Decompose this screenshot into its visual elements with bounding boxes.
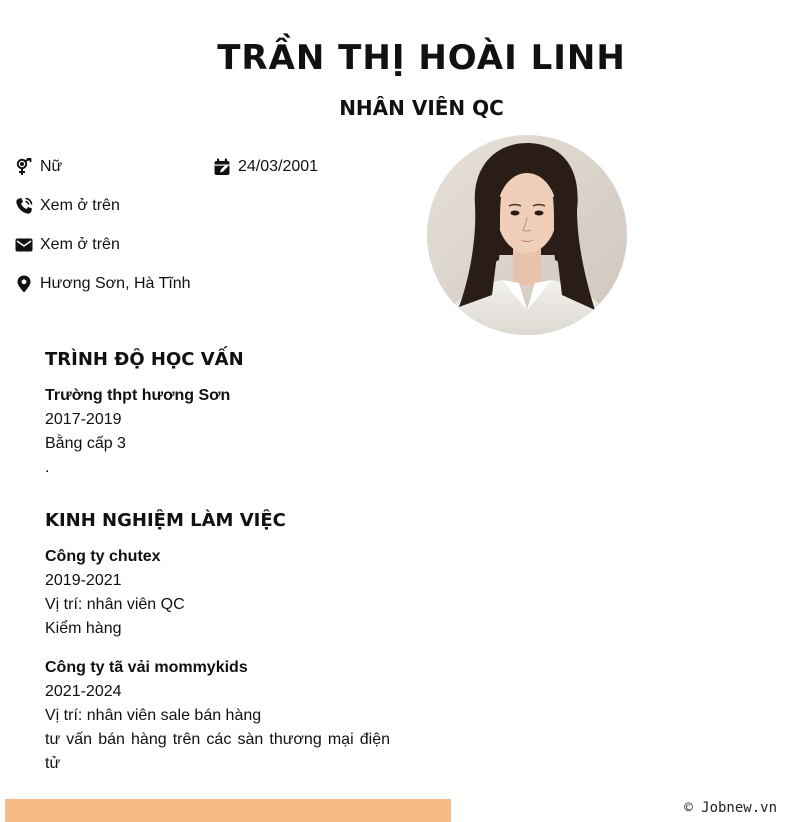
phone-icon	[15, 197, 33, 215]
experience-period: 2019-2021	[45, 572, 122, 589]
education-section	[45, 349, 390, 495]
experience-entry	[45, 545, 390, 641]
birthdate-info	[213, 155, 318, 179]
company-name: Công ty chutex	[45, 548, 161, 565]
phone-value: Xem ở trên	[40, 197, 120, 214]
calendar-icon	[213, 158, 231, 176]
education-period: 2017-2019	[45, 411, 122, 428]
experience-description: tư vấn bán hàng trên các sàn thương mại điện tử	[45, 731, 390, 772]
map-marker-icon	[15, 275, 33, 293]
email-value: Xem ở trên	[40, 236, 120, 253]
phone-info	[15, 194, 120, 218]
envelope-icon	[15, 236, 33, 254]
email-info	[15, 233, 120, 257]
school-name: Trường thpt hương Sơn	[45, 387, 231, 404]
experience-title: KINH NGHIỆM LÀM VIỆC	[45, 510, 286, 531]
experience-description: Kiểm hàng	[45, 620, 122, 637]
education-note: .	[45, 459, 50, 476]
experience-section	[45, 510, 390, 791]
copyright-text: © Jobnew.vn	[684, 800, 777, 816]
gender-icon	[15, 158, 33, 176]
candidate-name: TRẦN THỊ HOÀI LINH	[217, 38, 626, 78]
gender-value: Nữ	[40, 158, 63, 175]
experience-entry	[45, 656, 390, 776]
education-entry	[45, 384, 390, 480]
footer-accent-bar	[5, 799, 451, 822]
experience-position: Vị trí: nhân viên QC	[45, 596, 185, 613]
education-degree: Bằng cấp 3	[45, 435, 126, 452]
address-info	[15, 272, 191, 296]
avatar	[427, 135, 627, 335]
job-title: NHÂN VIÊN QC	[339, 96, 504, 120]
experience-period: 2021-2024	[45, 683, 122, 700]
birthdate-value: 24/03/2001	[238, 158, 319, 175]
experience-position: Vị trí: nhân viên sale bán hàng	[45, 707, 262, 724]
company-name: Công ty tã vải mommykids	[45, 659, 248, 676]
gender-info	[15, 155, 62, 179]
education-title: TRÌNH ĐỘ HỌC VẤN	[45, 349, 244, 370]
address-value: Hương Sơn, Hà Tĩnh	[40, 275, 191, 292]
